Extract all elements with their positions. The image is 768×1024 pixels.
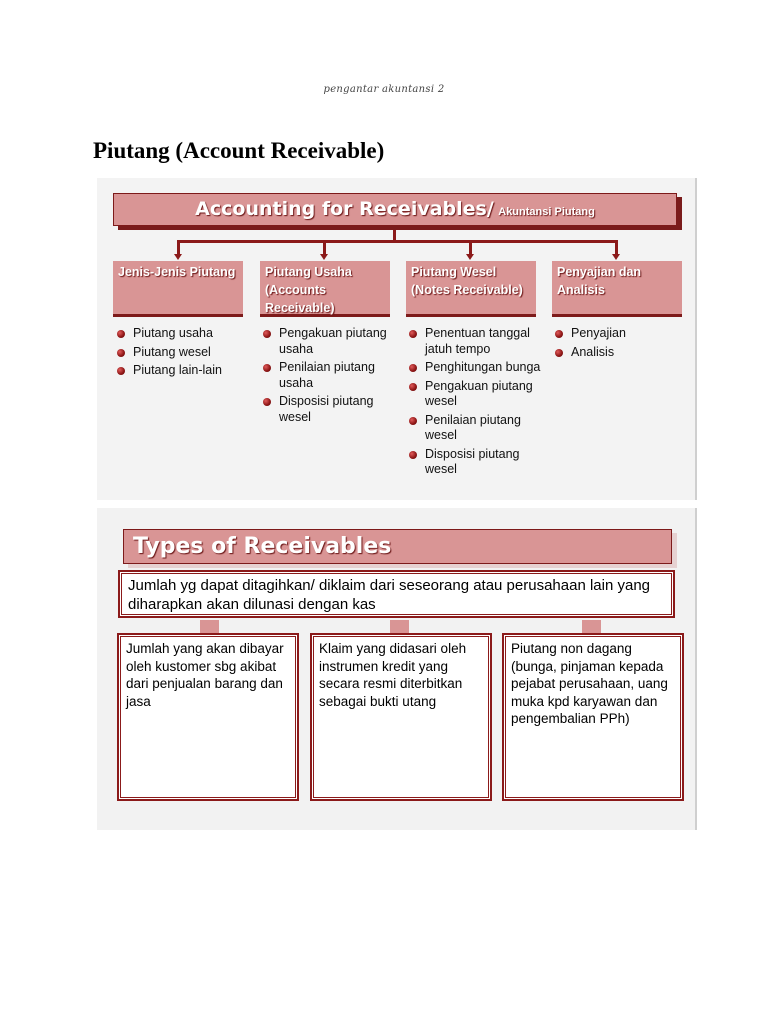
page-title: Piutang (Account Receivable) — [93, 138, 385, 163]
list-item: Piutang lain-lain — [115, 363, 250, 379]
banner-subtitle: Akuntansi Piutang — [498, 206, 595, 218]
list-piutang-wesel — [407, 326, 542, 481]
connector-drop — [177, 240, 180, 255]
category-penyajian-analisis: Penyajian dan Analisis — [552, 261, 682, 317]
category-piutang-usaha: Piutang Usaha (Accounts Receivable) — [260, 261, 390, 317]
page-header-note: pengantar akuntansi 2 — [323, 84, 445, 95]
list-item: Analisis — [553, 345, 688, 361]
list-item: Pengakuan piutang wesel — [407, 379, 542, 410]
type-box-trade: Jumlah yang akan dibayar oleh kustomer sbg akibat dari penjualan barang dan jasa — [118, 634, 298, 800]
connector-drop — [469, 240, 472, 255]
list-item: Penentuan tanggal jatuh tempo — [407, 326, 542, 357]
types-receivables-slide — [97, 508, 697, 830]
list-item: Penyajian — [553, 326, 688, 342]
banner-title: Accounting for Receivables/ — [195, 198, 494, 220]
list-item: Disposisi piutang wesel — [261, 394, 396, 425]
arrow-icon — [612, 254, 620, 260]
category-jenis-piutang: Jenis-Jenis Piutang — [113, 261, 243, 317]
type-box-notes: Klaim yang didasari oleh instrumen kredit yang secara resmi diterbitkan sebagai bukti utang — [311, 634, 491, 800]
connector-drop — [323, 240, 326, 255]
connector-stem — [200, 620, 219, 634]
list-jenis-piutang — [115, 326, 250, 382]
list-item: Penilaian piutang usaha — [261, 360, 396, 391]
slide-banner — [113, 193, 677, 226]
list-item: Pengakuan piutang usaha — [261, 326, 396, 357]
slide-edge — [695, 178, 697, 500]
connector-stem — [582, 620, 601, 634]
arrow-icon — [320, 254, 328, 260]
arrow-icon — [174, 254, 182, 260]
list-item: Piutang usaha — [115, 326, 250, 342]
list-item: Penghitungan bunga — [407, 360, 542, 376]
arrow-icon — [466, 254, 474, 260]
connector-stem — [390, 620, 409, 634]
connector-bar — [177, 240, 618, 243]
list-piutang-usaha — [261, 326, 396, 428]
list-penyajian-analisis — [553, 326, 688, 363]
list-item: Penilaian piutang wesel — [407, 413, 542, 444]
list-item: Piutang wesel — [115, 345, 250, 361]
list-item: Disposisi piutang wesel — [407, 447, 542, 478]
accounting-receivables-slide — [97, 178, 697, 500]
type-box-other: Piutang non dagang (bunga, pinjaman kepada pejabat perusahaan, uang muka kpd karyawan dan pengembalian PPh) — [503, 634, 683, 800]
slide-title: Types of Receivables — [123, 529, 672, 564]
definition-box: Jumlah yg dapat ditagihkan/ diklaim dari seseorang atau perusahaan lain yang diharapkan akan dilunasi dengan kas — [119, 571, 674, 617]
slide-edge — [695, 508, 697, 830]
connector-drop — [615, 240, 618, 255]
category-piutang-wesel: Piutang Wesel (Notes Receivable) — [406, 261, 536, 317]
